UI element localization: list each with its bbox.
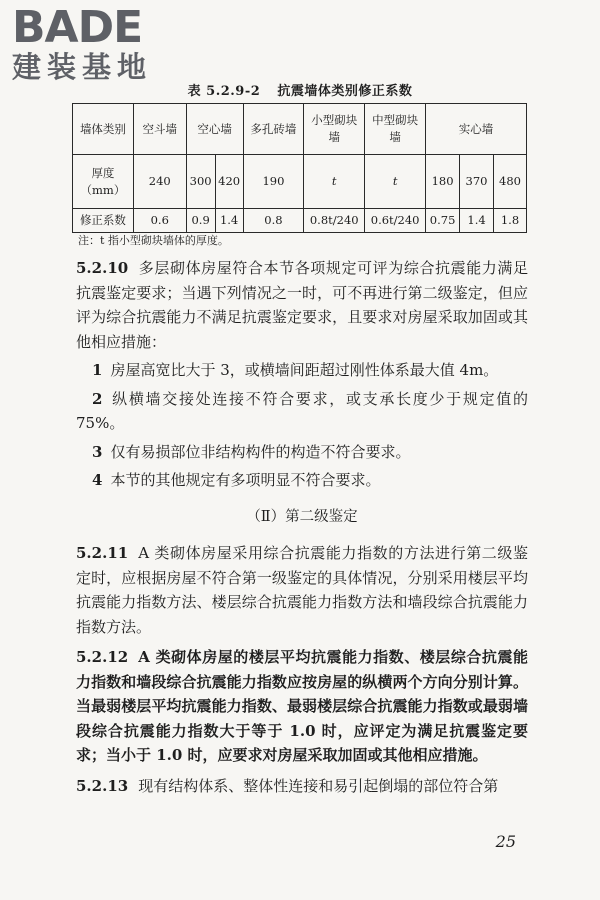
- list-item-text: 纵横墙交接处连接不符合要求，或支承长度少于规定值的 75%。: [76, 389, 528, 432]
- list-item: [76, 358, 528, 383]
- clause-text: A 类砌体房屋的楼层平均抗震能力指数、楼层综合抗震能力指数和墙段综合抗震能力指数应按房屋的纵横两个方向分别计算。当最弱楼层平均抗震能力指数、最弱楼层综合抗震能力指数或最弱墙段综合抗震能力指数大于等于 1.0 时，应评定为满足抗震鉴定要求；当小于 1.0 时，应要求对房屋采取加固或其他相应措施。: [76, 648, 528, 764]
- table-cell: 190: [243, 155, 304, 209]
- table-cell: t: [365, 155, 426, 209]
- header-cell: 多孔砖墙: [243, 104, 304, 155]
- list-item-text: 仅有易损部位非结构构件的构造不符合要求。: [110, 442, 411, 461]
- table-cell: 0.9: [186, 209, 215, 233]
- table-cell: 1.4: [215, 209, 243, 233]
- clause-number: 5.2.12: [76, 648, 129, 666]
- header-cell: 实心墙: [426, 104, 527, 155]
- list-item-text: 房屋高宽比大于 3，或横墙间距超过刚性体系最大值 4m。: [110, 361, 499, 379]
- list-item-number: 1: [92, 361, 103, 379]
- list-item-text: 本节的其他规定有多项明显不符合要求。: [110, 471, 381, 489]
- clause-text: 多层砌体房屋符合本节各项规定可评为综合抗震能力满足抗震鉴定要求；当遇下列情况之一时，可不再进行第二级鉴定，但应评为综合抗震能力不满足抗震鉴定要求，且要求对房屋采取加固或其他相应措施：: [76, 259, 528, 351]
- clause-5-2-13: [76, 774, 528, 799]
- logo-subtitle: 建装基地: [12, 50, 153, 84]
- clause-text: A 类砌体房屋采用综合抗震能力指数的方法进行第二级鉴定时，应根据房屋不符合第一级鉴定的具体情况，分别采用楼层平均抗震能力指数方法、楼层综合抗震能力指数方法和墙段综合抗震能力指数方法。: [76, 544, 528, 636]
- clause-5-2-11: [76, 541, 528, 639]
- table-cell: 480: [493, 155, 526, 209]
- row-label: 厚度（mm）: [73, 155, 134, 209]
- list-item-number: 2: [92, 389, 103, 408]
- table-cell: 180: [426, 155, 460, 209]
- table-cell: 0.6: [133, 209, 186, 233]
- clause-number: 5.2.13: [76, 776, 129, 795]
- table-title: 抗震墙体类别修正系数: [277, 84, 413, 99]
- clause-text: 现有结构体系、整体性连接和易引起倒塌的部位符合第: [138, 776, 499, 795]
- table-cell: t: [304, 155, 365, 209]
- table-number: 表 5.2.9-2: [187, 84, 261, 99]
- table-row-thickness: [73, 155, 527, 209]
- clause-number: 5.2.10: [76, 259, 129, 277]
- table-caption: [0, 80, 600, 99]
- list-item: [76, 440, 528, 465]
- table-cell: 0.8: [243, 209, 304, 233]
- list-item-number: 4: [92, 471, 103, 489]
- header-cell: 空斗墙: [133, 104, 186, 155]
- brand-logo: [12, 2, 177, 90]
- table-row-coefficient: [73, 209, 527, 233]
- wall-coefficient-table: [72, 103, 527, 233]
- table-cell: 370: [460, 155, 494, 209]
- row-label: 修正系数: [73, 209, 134, 233]
- logo-wordmark: BADE: [12, 2, 143, 53]
- table-cell: 420: [215, 155, 243, 209]
- list-item: [76, 468, 528, 493]
- list-item-number: 3: [92, 442, 103, 461]
- section-title: （Ⅱ）第二级鉴定: [246, 508, 358, 525]
- table-cell: 300: [186, 155, 215, 209]
- header-cell: 小型砌块墙: [304, 104, 365, 155]
- header-cell: 中型砌块墙: [365, 104, 426, 155]
- table-cell: 0.8t/240: [304, 209, 365, 233]
- table-header-row: [73, 104, 527, 155]
- clause-5-2-10: [76, 256, 528, 354]
- table-note: 注：t 指小型砌块墙体的厚度。: [78, 234, 229, 247]
- table-cell: 0.6t/240: [365, 209, 426, 233]
- header-cell: 墙体类别: [73, 104, 134, 155]
- table-cell: 240: [133, 155, 186, 209]
- page-number: 25: [495, 832, 516, 851]
- table-cell: 1.4: [460, 209, 494, 233]
- document-body: [76, 256, 528, 798]
- header-cell: 空心墙: [186, 104, 243, 155]
- list-item: [76, 387, 528, 436]
- clause-number: 5.2.11: [76, 544, 129, 562]
- clause-5-2-12: [76, 645, 528, 768]
- table-cell: 0.75: [426, 209, 460, 233]
- table-cell: 1.8: [493, 209, 526, 233]
